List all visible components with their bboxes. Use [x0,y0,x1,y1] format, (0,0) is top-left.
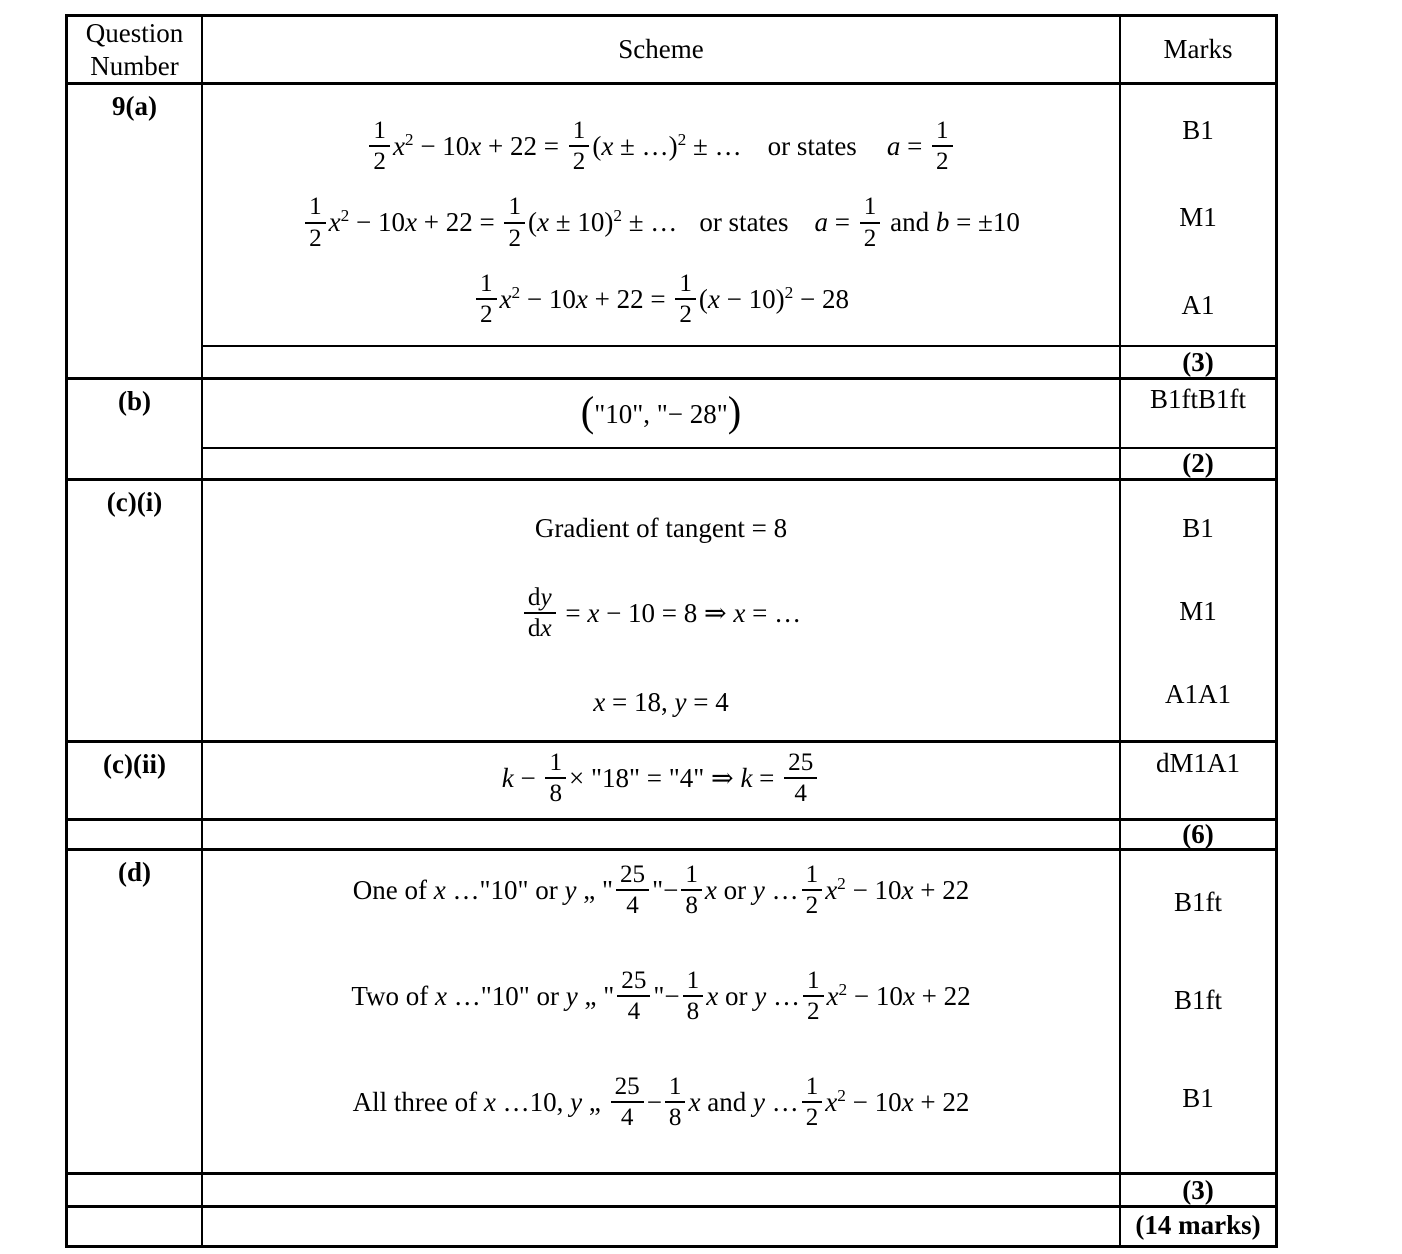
math-token: and [700,1086,753,1117]
math-token: 2 [340,206,350,226]
math-token: = 4 [686,687,729,717]
marks-cell-d [1121,851,1275,1172]
math-token: $\frac{25}{4}$ [611,1073,644,1132]
mark-label: B1ft [1173,887,1222,917]
math-token: k [740,762,753,793]
math-token: 2 [404,129,414,149]
math-token: $\frac{1}{2}$ [860,193,881,252]
math-token: x [537,207,550,238]
math-token: + 22 [913,1086,970,1117]
math-token: ± 10) [549,207,614,238]
math-token: + 22 [914,980,971,1011]
math-token: d [527,615,541,642]
math-token: $\frac{25}{4}$ [784,749,817,808]
mark-label: B1 [1182,513,1214,543]
math-token: x [587,597,600,628]
math-token: $\frac{1}{8}$ [665,1073,686,1132]
section-ci-row [68,478,1275,740]
math-token: + 22 [913,874,970,905]
subtotal-9a: (3) [1182,346,1214,377]
math-token: …10, [495,1086,571,1117]
mark-label: B1 [1182,115,1214,145]
math-token: x [499,283,512,314]
math-token: $\frac{1}{8}$ [681,861,702,920]
math-token: $\frac{1}{2}$ [675,270,696,329]
math-token: b [935,207,950,238]
math-token: 2 [837,873,846,893]
math-token: = [828,207,857,238]
math-token: Two of [351,980,436,1011]
subtotal-spacer [203,449,1121,478]
subtotal-b: (2) [1182,448,1214,478]
math-token: 2 [837,1085,846,1105]
math-token: All three of [352,1086,484,1117]
scheme-cell-9a [203,85,1121,345]
empty-question-cell [68,1208,203,1245]
math-token: or [716,874,753,905]
math-token: ( [528,207,538,238]
math-token: „ " [577,980,615,1011]
mark-label: M1 [1179,202,1217,233]
scheme-cell-ci [203,481,1121,740]
math-token: − [646,1086,662,1117]
header-question-line1: Question [85,18,184,49]
empty-scheme-cell [203,821,1121,848]
header-question-col [68,17,203,82]
math-token: y [570,1086,583,1117]
subtotal-6-row [68,818,1275,848]
math-token: − 10 [349,207,406,238]
math-token: ± … [621,207,678,238]
math-token: $\frac{1}{2}$ [476,270,497,329]
math-token: … [764,1086,799,1117]
math-token: x [901,1086,914,1117]
math-token: y [752,1086,765,1117]
math-token: x [825,874,838,905]
math-token: − 28 [793,283,849,314]
math-token: $\frac{1}{2}$ [369,117,390,176]
subtotal-spacer [203,347,1121,377]
math-token: or states [699,207,789,238]
math-token: x [704,874,717,905]
scheme-line [535,513,787,544]
subtotal-6: (6) [1182,819,1214,849]
math-token: …"10" or [445,874,565,905]
math-token: + 22 = [587,283,673,314]
math-token: 2 [784,282,794,302]
math-token: − 10 = 8 ⇒ [599,597,734,628]
math-token: ± … [686,130,742,161]
math-token: − 10) [719,283,785,314]
math-token: x [901,874,914,905]
math-token: $\frac{1}{2}$ [802,861,823,920]
math-token: 2 [613,206,622,226]
mark-label: A1A1 [1165,678,1231,709]
math-token: = [900,130,930,161]
math-token: − 10 [847,980,903,1011]
math-token: "− [653,980,680,1011]
total-marks-row [68,1205,1275,1245]
math-token: … [766,980,800,1011]
math-token: x [706,980,719,1011]
question-label-ci: (c)(i) [68,481,203,740]
section-b-row [68,377,1275,478]
math-token: x [593,687,606,717]
math-token: „ " [576,874,613,905]
scheme-line [366,119,955,178]
math-token: + 22 = [481,130,566,161]
math-token: k [501,762,514,793]
math-token: "− [652,874,679,905]
subtotal-3: (3) [1182,1174,1214,1205]
mark-label: B1ftB1ft [1149,384,1246,414]
math-token: x [601,130,614,161]
math-token: x [469,130,482,161]
math-token: y [565,980,578,1011]
subtotal-3-row [68,1172,1275,1205]
math-token: ± …) [613,130,678,161]
math-token: „ [582,1086,608,1117]
math-token: ( [580,387,595,436]
math-token: = … [745,597,802,628]
math-token: $\frac{1}{2}$ [802,1073,823,1132]
math-token: y [564,874,577,905]
math-token: x [328,207,341,238]
math-token: $\frac{25}{4}$ [617,967,650,1026]
math-token: x [826,980,839,1011]
math-token: x [433,874,446,905]
scheme-line [353,863,970,922]
math-token: $\frac{1}{2}$ [305,193,326,252]
marks-cell-9a [1121,85,1275,345]
header-question-line2: Number [90,50,179,81]
scheme-line [521,583,802,645]
question-label-d: (d) [68,851,203,1172]
math-token: $\frac{1}{2}$ [504,193,525,252]
math-token: 2 [511,282,521,302]
scheme-line [352,1072,970,1134]
math-token: $\frac{1}{2}$ [803,967,824,1026]
total-marks: (14 marks) [1135,1210,1261,1240]
question-label-9a: 9(a) [68,85,203,377]
math-token: a [814,207,829,238]
section-9a-row [68,82,1275,377]
math-token: x [392,130,405,161]
math-token: y [754,980,767,1011]
math-token: + 22 = [417,207,502,238]
math-token: x [707,283,720,314]
math-token: = [558,597,588,628]
math-token: = ±10 [949,207,1020,238]
scheme-line [501,748,821,810]
math-token: ( [698,283,708,314]
empty-question-cell [68,821,203,848]
mark-label: B1 [1182,1082,1214,1113]
math-token: x [733,597,746,628]
scheme-line [580,386,742,436]
math-token: y [540,583,552,611]
math-token: y [674,687,687,717]
math-token: x [902,980,915,1011]
header-scheme-col: Scheme [203,17,1121,82]
math-token: … [764,874,799,905]
scheme-line [473,269,849,331]
math-token: "10", "− 28" [594,399,728,429]
math-token: ( [592,130,602,161]
math-token: Gradient of tangent = 8 [534,513,788,543]
scheme-line [351,966,971,1028]
math-token: 2 [677,129,687,149]
empty-scheme-cell [203,1175,1121,1205]
scheme-line [302,195,1020,254]
math-token: × "18" = "4" ⇒ [569,762,741,793]
empty-question-cell [68,1175,203,1205]
math-token: a [886,130,901,161]
math-token: = [752,762,782,793]
math-token: $\frac{1}{2}$ [569,117,590,176]
math-token: y [752,874,765,905]
scheme-line [593,687,728,718]
math-token: …"10" or [447,980,566,1011]
math-token: One of [352,874,434,905]
section-cii-row [68,740,1275,818]
marks-cell-b [1121,380,1275,447]
math-token: $\frac{1}{8}$ [545,749,566,808]
question-label-b: (b) [68,380,203,478]
math-token: − 10 [413,130,470,161]
math-token: x [405,207,418,238]
math-token: x [825,1086,838,1117]
math-token: and [883,207,936,238]
scheme-cell-cii [203,743,1121,818]
math-token: x [435,980,447,1011]
math-token: $\frac{1}{8}$ [683,967,704,1026]
mark-label: M1 [1179,595,1217,626]
math-token: 2 [838,979,848,999]
mark-label: B1ft [1173,984,1222,1015]
empty-scheme-cell [203,1208,1121,1245]
math-token: x [540,615,552,642]
math-token: x [483,1086,496,1117]
math-token: = 18, [605,687,675,717]
marks-cell-cii [1121,743,1275,818]
mark-label: A1 [1181,289,1215,320]
section-d-row [68,848,1275,1172]
math-token: $\frac{1}{2}$ [932,117,953,176]
math-token: d [527,583,541,611]
mark-label: dM1A1 [1155,748,1240,778]
scheme-cell-b [203,380,1121,447]
header-marks-col: Marks [1163,34,1233,64]
math-token: − 10 [845,1086,902,1117]
header-row [68,17,1275,82]
math-token: x [688,1086,701,1117]
question-label-cii: (c)(ii) [68,743,203,818]
math-token: $\frac{25}{4}$ [616,861,649,920]
math-token: − [513,762,543,793]
math-token: − 10 [845,874,902,905]
math-token: − 10 [520,283,576,314]
mark-scheme-table [65,14,1278,1248]
scheme-cell-d [203,851,1121,1172]
math-token [524,584,556,643]
math-token: x [575,283,588,314]
math-token: ) [727,387,742,436]
marks-cell-ci [1121,481,1275,740]
math-token: or states [767,130,857,161]
math-token: or [718,980,755,1011]
